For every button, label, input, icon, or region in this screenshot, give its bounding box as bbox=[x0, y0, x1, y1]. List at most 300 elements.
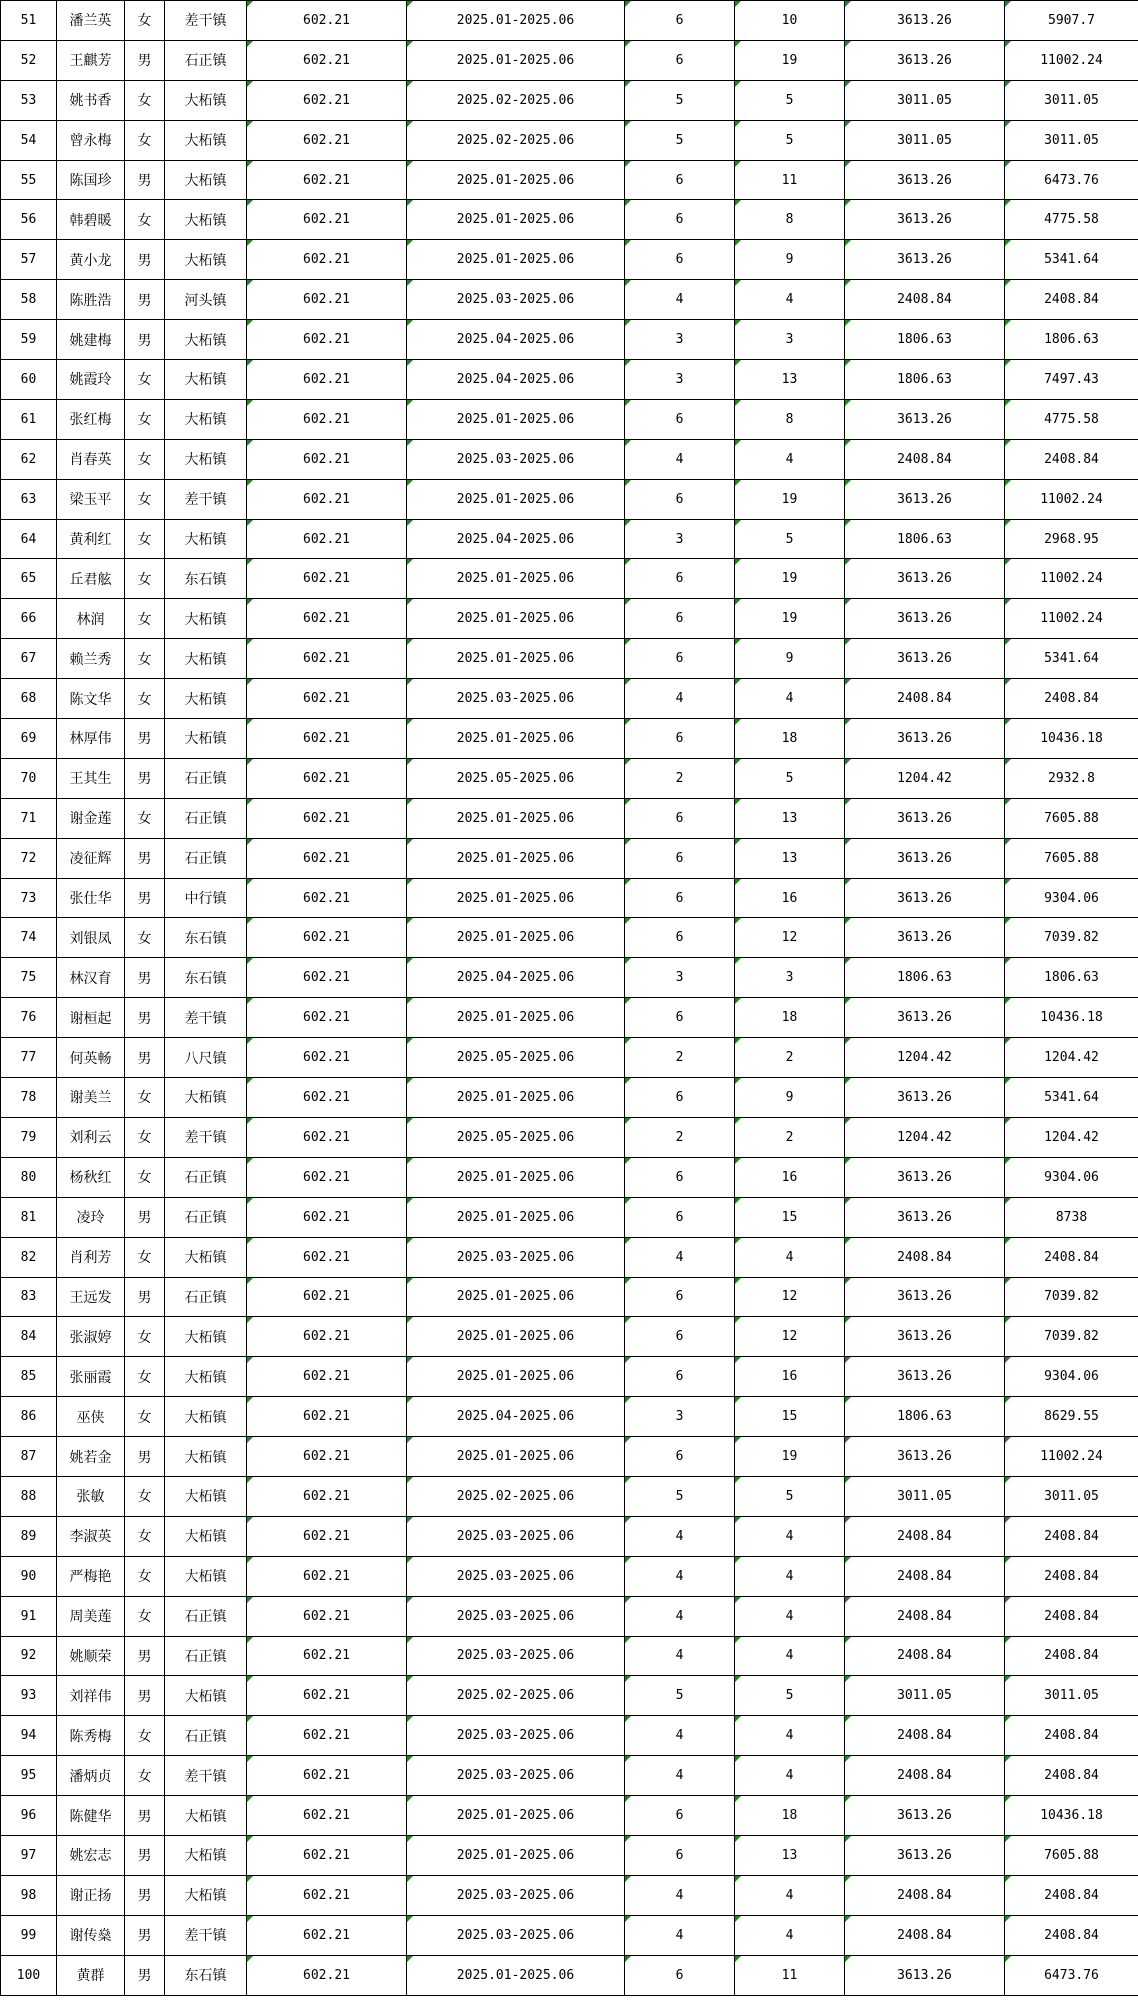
gender-cell: 女 bbox=[125, 1716, 165, 1756]
gender-cell: 女 bbox=[125, 1237, 165, 1277]
count-cell: 12 bbox=[735, 918, 845, 958]
count-cell: 8 bbox=[735, 200, 845, 240]
standard-cell: 602.21 bbox=[247, 798, 407, 838]
period-cell: 2025.01-2025.06 bbox=[407, 240, 625, 280]
name-cell: 姚建梅 bbox=[57, 320, 125, 360]
gender-cell: 女 bbox=[125, 1397, 165, 1437]
name-cell: 曾永梅 bbox=[57, 120, 125, 160]
subtotal-cell: 3011.05 bbox=[845, 1476, 1005, 1516]
months-cell: 6 bbox=[625, 639, 735, 679]
period-cell: 2025.01-2025.06 bbox=[407, 1437, 625, 1477]
gender-cell: 女 bbox=[125, 559, 165, 599]
subtotal-cell: 1806.63 bbox=[845, 320, 1005, 360]
months-cell: 2 bbox=[625, 758, 735, 798]
name-cell: 严梅艳 bbox=[57, 1556, 125, 1596]
standard-cell: 602.21 bbox=[247, 1197, 407, 1237]
standard-cell: 602.21 bbox=[247, 200, 407, 240]
period-cell: 2025.01-2025.06 bbox=[407, 1157, 625, 1197]
count-cell: 18 bbox=[735, 1796, 845, 1836]
gender-cell: 女 bbox=[125, 1357, 165, 1397]
row-index-cell: 69 bbox=[1, 719, 57, 759]
subtotal-cell: 3613.26 bbox=[845, 798, 1005, 838]
subtotal-cell: 3613.26 bbox=[845, 1197, 1005, 1237]
gender-cell: 女 bbox=[125, 918, 165, 958]
months-cell: 4 bbox=[625, 439, 735, 479]
name-cell: 刘利云 bbox=[57, 1117, 125, 1157]
row-index-cell: 96 bbox=[1, 1796, 57, 1836]
total-cell: 1204.42 bbox=[1005, 1117, 1138, 1157]
period-cell: 2025.01-2025.06 bbox=[407, 1, 625, 41]
gender-cell: 男 bbox=[125, 1875, 165, 1915]
gender-cell: 女 bbox=[125, 399, 165, 439]
name-cell: 姚顺荣 bbox=[57, 1636, 125, 1676]
standard-cell: 602.21 bbox=[247, 40, 407, 80]
count-cell: 4 bbox=[735, 1915, 845, 1955]
row-index-cell: 64 bbox=[1, 519, 57, 559]
total-cell: 2408.84 bbox=[1005, 1636, 1138, 1676]
table-row bbox=[1, 1556, 1138, 1596]
table-row bbox=[1, 519, 1138, 559]
months-cell: 6 bbox=[625, 1437, 735, 1477]
gender-cell: 女 bbox=[125, 679, 165, 719]
standard-cell: 602.21 bbox=[247, 1716, 407, 1756]
row-index-cell: 100 bbox=[1, 1955, 57, 1995]
gender-cell: 男 bbox=[125, 1915, 165, 1955]
months-cell: 4 bbox=[625, 1596, 735, 1636]
total-cell: 2968.95 bbox=[1005, 519, 1138, 559]
standard-cell: 602.21 bbox=[247, 399, 407, 439]
table-row bbox=[1, 160, 1138, 200]
row-index-cell: 94 bbox=[1, 1716, 57, 1756]
town-cell: 差干镇 bbox=[165, 1, 247, 41]
row-index-cell: 97 bbox=[1, 1835, 57, 1875]
count-cell: 4 bbox=[735, 1596, 845, 1636]
subtotal-cell: 3613.26 bbox=[845, 479, 1005, 519]
standard-cell: 602.21 bbox=[247, 1, 407, 41]
subtotal-cell: 1806.63 bbox=[845, 958, 1005, 998]
standard-cell: 602.21 bbox=[247, 1796, 407, 1836]
total-cell: 2408.84 bbox=[1005, 1516, 1138, 1556]
total-cell: 11002.24 bbox=[1005, 1437, 1138, 1477]
gender-cell: 男 bbox=[125, 838, 165, 878]
standard-cell: 602.21 bbox=[247, 1915, 407, 1955]
row-index-cell: 83 bbox=[1, 1277, 57, 1317]
table-row bbox=[1, 1875, 1138, 1915]
period-cell: 2025.02-2025.06 bbox=[407, 120, 625, 160]
gender-cell: 男 bbox=[125, 1277, 165, 1317]
total-cell: 9304.06 bbox=[1005, 1357, 1138, 1397]
name-cell: 林厚伟 bbox=[57, 719, 125, 759]
total-cell: 11002.24 bbox=[1005, 559, 1138, 599]
name-cell: 张丽霞 bbox=[57, 1357, 125, 1397]
row-index-cell: 70 bbox=[1, 758, 57, 798]
subtotal-cell: 3613.26 bbox=[845, 838, 1005, 878]
total-cell: 1806.63 bbox=[1005, 320, 1138, 360]
table-row bbox=[1, 559, 1138, 599]
name-cell: 张敏 bbox=[57, 1476, 125, 1516]
count-cell: 19 bbox=[735, 479, 845, 519]
town-cell: 大柘镇 bbox=[165, 1437, 247, 1477]
period-cell: 2025.03-2025.06 bbox=[407, 1915, 625, 1955]
name-cell: 韩碧暖 bbox=[57, 200, 125, 240]
row-index-cell: 73 bbox=[1, 878, 57, 918]
count-cell: 3 bbox=[735, 958, 845, 998]
subtotal-cell: 3613.26 bbox=[845, 1437, 1005, 1477]
table-row bbox=[1, 1796, 1138, 1836]
months-cell: 6 bbox=[625, 240, 735, 280]
standard-cell: 602.21 bbox=[247, 958, 407, 998]
count-cell: 2 bbox=[735, 1117, 845, 1157]
total-cell: 5907.7 bbox=[1005, 1, 1138, 41]
town-cell: 东石镇 bbox=[165, 958, 247, 998]
months-cell: 6 bbox=[625, 838, 735, 878]
months-cell: 6 bbox=[625, 1078, 735, 1118]
row-index-cell: 88 bbox=[1, 1476, 57, 1516]
name-cell: 陈秀梅 bbox=[57, 1716, 125, 1756]
row-index-cell: 76 bbox=[1, 998, 57, 1038]
standard-cell: 602.21 bbox=[247, 838, 407, 878]
months-cell: 6 bbox=[625, 798, 735, 838]
total-cell: 1806.63 bbox=[1005, 958, 1138, 998]
subtotal-cell: 3011.05 bbox=[845, 1676, 1005, 1716]
row-index-cell: 89 bbox=[1, 1516, 57, 1556]
period-cell: 2025.03-2025.06 bbox=[407, 1556, 625, 1596]
subtotal-cell: 3613.26 bbox=[845, 1955, 1005, 1995]
total-cell: 6473.76 bbox=[1005, 160, 1138, 200]
name-cell: 凌玲 bbox=[57, 1197, 125, 1237]
town-cell: 大柘镇 bbox=[165, 1796, 247, 1836]
period-cell: 2025.01-2025.06 bbox=[407, 200, 625, 240]
count-cell: 15 bbox=[735, 1197, 845, 1237]
total-cell: 8738 bbox=[1005, 1197, 1138, 1237]
subtotal-cell: 3613.26 bbox=[845, 639, 1005, 679]
row-index-cell: 51 bbox=[1, 1, 57, 41]
row-index-cell: 67 bbox=[1, 639, 57, 679]
gender-cell: 男 bbox=[125, 1437, 165, 1477]
table-row bbox=[1, 1516, 1138, 1556]
months-cell: 5 bbox=[625, 120, 735, 160]
months-cell: 6 bbox=[625, 719, 735, 759]
gender-cell: 男 bbox=[125, 320, 165, 360]
total-cell: 2408.84 bbox=[1005, 1237, 1138, 1277]
months-cell: 4 bbox=[625, 1915, 735, 1955]
count-cell: 4 bbox=[735, 679, 845, 719]
town-cell: 大柘镇 bbox=[165, 1875, 247, 1915]
standard-cell: 602.21 bbox=[247, 80, 407, 120]
row-index-cell: 54 bbox=[1, 120, 57, 160]
subtotal-cell: 3613.26 bbox=[845, 918, 1005, 958]
gender-cell: 女 bbox=[125, 519, 165, 559]
count-cell: 4 bbox=[735, 1636, 845, 1676]
table-row bbox=[1, 439, 1138, 479]
row-index-cell: 63 bbox=[1, 479, 57, 519]
subtotal-cell: 3613.26 bbox=[845, 160, 1005, 200]
period-cell: 2025.01-2025.06 bbox=[407, 40, 625, 80]
gender-cell: 男 bbox=[125, 1676, 165, 1716]
period-cell: 2025.01-2025.06 bbox=[407, 1078, 625, 1118]
gender-cell: 女 bbox=[125, 1516, 165, 1556]
total-cell: 2408.84 bbox=[1005, 1716, 1138, 1756]
town-cell: 八尺镇 bbox=[165, 1038, 247, 1078]
subtotal-cell: 3011.05 bbox=[845, 120, 1005, 160]
standard-cell: 602.21 bbox=[247, 998, 407, 1038]
subtotal-cell: 2408.84 bbox=[845, 1716, 1005, 1756]
row-index-cell: 77 bbox=[1, 1038, 57, 1078]
name-cell: 陈国珍 bbox=[57, 160, 125, 200]
name-cell: 李淑英 bbox=[57, 1516, 125, 1556]
total-cell: 2408.84 bbox=[1005, 1556, 1138, 1596]
subtotal-cell: 1806.63 bbox=[845, 519, 1005, 559]
town-cell: 石正镇 bbox=[165, 758, 247, 798]
months-cell: 6 bbox=[625, 878, 735, 918]
period-cell: 2025.01-2025.06 bbox=[407, 918, 625, 958]
period-cell: 2025.01-2025.06 bbox=[407, 639, 625, 679]
months-cell: 3 bbox=[625, 360, 735, 400]
count-cell: 5 bbox=[735, 758, 845, 798]
subtotal-cell: 2408.84 bbox=[845, 679, 1005, 719]
subtotal-cell: 2408.84 bbox=[845, 1636, 1005, 1676]
subtotal-cell: 3613.26 bbox=[845, 599, 1005, 639]
count-cell: 19 bbox=[735, 1437, 845, 1477]
total-cell: 3011.05 bbox=[1005, 120, 1138, 160]
count-cell: 10 bbox=[735, 1, 845, 41]
town-cell: 石正镇 bbox=[165, 1596, 247, 1636]
name-cell: 谢金莲 bbox=[57, 798, 125, 838]
town-cell: 大柘镇 bbox=[165, 360, 247, 400]
table-row bbox=[1, 1915, 1138, 1955]
total-cell: 2408.84 bbox=[1005, 679, 1138, 719]
name-cell: 黄利红 bbox=[57, 519, 125, 559]
gender-cell: 女 bbox=[125, 599, 165, 639]
row-index-cell: 57 bbox=[1, 240, 57, 280]
row-index-cell: 80 bbox=[1, 1157, 57, 1197]
table-row bbox=[1, 599, 1138, 639]
months-cell: 3 bbox=[625, 519, 735, 559]
table-row bbox=[1, 1317, 1138, 1357]
name-cell: 林润 bbox=[57, 599, 125, 639]
total-cell: 2408.84 bbox=[1005, 1915, 1138, 1955]
months-cell: 4 bbox=[625, 1756, 735, 1796]
gender-cell: 男 bbox=[125, 878, 165, 918]
town-cell: 石正镇 bbox=[165, 838, 247, 878]
total-cell: 8629.55 bbox=[1005, 1397, 1138, 1437]
gender-cell: 男 bbox=[125, 160, 165, 200]
period-cell: 2025.01-2025.06 bbox=[407, 399, 625, 439]
standard-cell: 602.21 bbox=[247, 1955, 407, 1995]
subtotal-cell: 3613.26 bbox=[845, 1835, 1005, 1875]
months-cell: 6 bbox=[625, 1796, 735, 1836]
gender-cell: 女 bbox=[125, 1476, 165, 1516]
count-cell: 16 bbox=[735, 1357, 845, 1397]
gender-cell: 男 bbox=[125, 1955, 165, 1995]
table-row bbox=[1, 120, 1138, 160]
standard-cell: 602.21 bbox=[247, 1676, 407, 1716]
row-index-cell: 56 bbox=[1, 200, 57, 240]
months-cell: 3 bbox=[625, 320, 735, 360]
total-cell: 5341.64 bbox=[1005, 1078, 1138, 1118]
count-cell: 4 bbox=[735, 280, 845, 320]
subtotal-cell: 3613.26 bbox=[845, 1157, 1005, 1197]
period-cell: 2025.02-2025.06 bbox=[407, 1476, 625, 1516]
table-row bbox=[1, 798, 1138, 838]
standard-cell: 602.21 bbox=[247, 1277, 407, 1317]
total-cell: 11002.24 bbox=[1005, 479, 1138, 519]
row-index-cell: 66 bbox=[1, 599, 57, 639]
row-index-cell: 93 bbox=[1, 1676, 57, 1716]
subtotal-cell: 3613.26 bbox=[845, 1078, 1005, 1118]
table-row bbox=[1, 1157, 1138, 1197]
table-row bbox=[1, 320, 1138, 360]
town-cell: 大柘镇 bbox=[165, 1476, 247, 1516]
gender-cell: 男 bbox=[125, 280, 165, 320]
row-index-cell: 68 bbox=[1, 679, 57, 719]
gender-cell: 男 bbox=[125, 240, 165, 280]
subtotal-cell: 1204.42 bbox=[845, 758, 1005, 798]
months-cell: 6 bbox=[625, 559, 735, 599]
total-cell: 5341.64 bbox=[1005, 240, 1138, 280]
period-cell: 2025.01-2025.06 bbox=[407, 1796, 625, 1836]
town-cell: 大柘镇 bbox=[165, 1516, 247, 1556]
period-cell: 2025.05-2025.06 bbox=[407, 1038, 625, 1078]
months-cell: 5 bbox=[625, 1676, 735, 1716]
name-cell: 王远发 bbox=[57, 1277, 125, 1317]
standard-cell: 602.21 bbox=[247, 1556, 407, 1596]
total-cell: 7605.88 bbox=[1005, 798, 1138, 838]
gender-cell: 男 bbox=[125, 758, 165, 798]
period-cell: 2025.01-2025.06 bbox=[407, 1317, 625, 1357]
name-cell: 谢美兰 bbox=[57, 1078, 125, 1118]
standard-cell: 602.21 bbox=[247, 1636, 407, 1676]
count-cell: 9 bbox=[735, 1078, 845, 1118]
town-cell: 大柘镇 bbox=[165, 1237, 247, 1277]
months-cell: 4 bbox=[625, 1636, 735, 1676]
count-cell: 4 bbox=[735, 1756, 845, 1796]
total-cell: 7497.43 bbox=[1005, 360, 1138, 400]
months-cell: 2 bbox=[625, 1117, 735, 1157]
period-cell: 2025.04-2025.06 bbox=[407, 360, 625, 400]
count-cell: 19 bbox=[735, 559, 845, 599]
period-cell: 2025.01-2025.06 bbox=[407, 1955, 625, 1995]
total-cell: 2932.8 bbox=[1005, 758, 1138, 798]
standard-cell: 602.21 bbox=[247, 160, 407, 200]
months-cell: 2 bbox=[625, 1038, 735, 1078]
count-cell: 4 bbox=[735, 439, 845, 479]
standard-cell: 602.21 bbox=[247, 519, 407, 559]
town-cell: 大柘镇 bbox=[165, 1835, 247, 1875]
name-cell: 周美莲 bbox=[57, 1596, 125, 1636]
table-row bbox=[1, 1277, 1138, 1317]
standard-cell: 602.21 bbox=[247, 1756, 407, 1796]
gender-cell: 女 bbox=[125, 1317, 165, 1357]
gender-cell: 女 bbox=[125, 120, 165, 160]
count-cell: 16 bbox=[735, 878, 845, 918]
row-index-cell: 99 bbox=[1, 1915, 57, 1955]
subtotal-cell: 2408.84 bbox=[845, 1756, 1005, 1796]
subtotal-cell: 3613.26 bbox=[845, 998, 1005, 1038]
name-cell: 何英畅 bbox=[57, 1038, 125, 1078]
town-cell: 大柘镇 bbox=[165, 399, 247, 439]
name-cell: 王麒芳 bbox=[57, 40, 125, 80]
row-index-cell: 74 bbox=[1, 918, 57, 958]
name-cell: 刘祥伟 bbox=[57, 1676, 125, 1716]
subtotal-cell: 2408.84 bbox=[845, 1915, 1005, 1955]
standard-cell: 602.21 bbox=[247, 758, 407, 798]
town-cell: 中行镇 bbox=[165, 878, 247, 918]
gender-cell: 男 bbox=[125, 1038, 165, 1078]
standard-cell: 602.21 bbox=[247, 1596, 407, 1636]
table-row bbox=[1, 40, 1138, 80]
row-index-cell: 78 bbox=[1, 1078, 57, 1118]
months-cell: 4 bbox=[625, 1237, 735, 1277]
town-cell: 大柘镇 bbox=[165, 200, 247, 240]
name-cell: 黄群 bbox=[57, 1955, 125, 1995]
gender-cell: 女 bbox=[125, 200, 165, 240]
standard-cell: 602.21 bbox=[247, 639, 407, 679]
months-cell: 4 bbox=[625, 280, 735, 320]
subtotal-cell: 2408.84 bbox=[845, 439, 1005, 479]
subtotal-cell: 3613.26 bbox=[845, 240, 1005, 280]
gender-cell: 男 bbox=[125, 40, 165, 80]
gender-cell: 男 bbox=[125, 998, 165, 1038]
town-cell: 大柘镇 bbox=[165, 599, 247, 639]
standard-cell: 602.21 bbox=[247, 1157, 407, 1197]
count-cell: 19 bbox=[735, 599, 845, 639]
subtotal-cell: 2408.84 bbox=[845, 280, 1005, 320]
period-cell: 2025.04-2025.06 bbox=[407, 519, 625, 559]
row-index-cell: 55 bbox=[1, 160, 57, 200]
count-cell: 12 bbox=[735, 1317, 845, 1357]
name-cell: 谢正扬 bbox=[57, 1875, 125, 1915]
count-cell: 15 bbox=[735, 1397, 845, 1437]
months-cell: 6 bbox=[625, 1835, 735, 1875]
total-cell: 10436.18 bbox=[1005, 1796, 1138, 1836]
count-cell: 8 bbox=[735, 399, 845, 439]
standard-cell: 602.21 bbox=[247, 280, 407, 320]
total-cell: 2408.84 bbox=[1005, 1875, 1138, 1915]
subtotal-cell: 2408.84 bbox=[845, 1516, 1005, 1556]
name-cell: 姚书香 bbox=[57, 80, 125, 120]
total-cell: 7039.82 bbox=[1005, 918, 1138, 958]
period-cell: 2025.01-2025.06 bbox=[407, 1277, 625, 1317]
gender-cell: 女 bbox=[125, 360, 165, 400]
town-cell: 东石镇 bbox=[165, 918, 247, 958]
standard-cell: 602.21 bbox=[247, 599, 407, 639]
months-cell: 6 bbox=[625, 399, 735, 439]
town-cell: 大柘镇 bbox=[165, 320, 247, 360]
period-cell: 2025.01-2025.06 bbox=[407, 719, 625, 759]
standard-cell: 602.21 bbox=[247, 1516, 407, 1556]
period-cell: 2025.01-2025.06 bbox=[407, 1197, 625, 1237]
table-row bbox=[1, 200, 1138, 240]
total-cell: 9304.06 bbox=[1005, 1157, 1138, 1197]
months-cell: 5 bbox=[625, 80, 735, 120]
table-row bbox=[1, 1397, 1138, 1437]
gender-cell: 女 bbox=[125, 1756, 165, 1796]
count-cell: 5 bbox=[735, 120, 845, 160]
period-cell: 2025.01-2025.06 bbox=[407, 798, 625, 838]
total-cell: 9304.06 bbox=[1005, 878, 1138, 918]
standard-cell: 602.21 bbox=[247, 1476, 407, 1516]
count-cell: 5 bbox=[735, 80, 845, 120]
row-index-cell: 98 bbox=[1, 1875, 57, 1915]
standard-cell: 602.21 bbox=[247, 1437, 407, 1477]
period-cell: 2025.04-2025.06 bbox=[407, 1397, 625, 1437]
subtotal-cell: 3613.26 bbox=[845, 399, 1005, 439]
period-cell: 2025.01-2025.06 bbox=[407, 1835, 625, 1875]
town-cell: 石正镇 bbox=[165, 1157, 247, 1197]
count-cell: 13 bbox=[735, 798, 845, 838]
town-cell: 大柘镇 bbox=[165, 519, 247, 559]
